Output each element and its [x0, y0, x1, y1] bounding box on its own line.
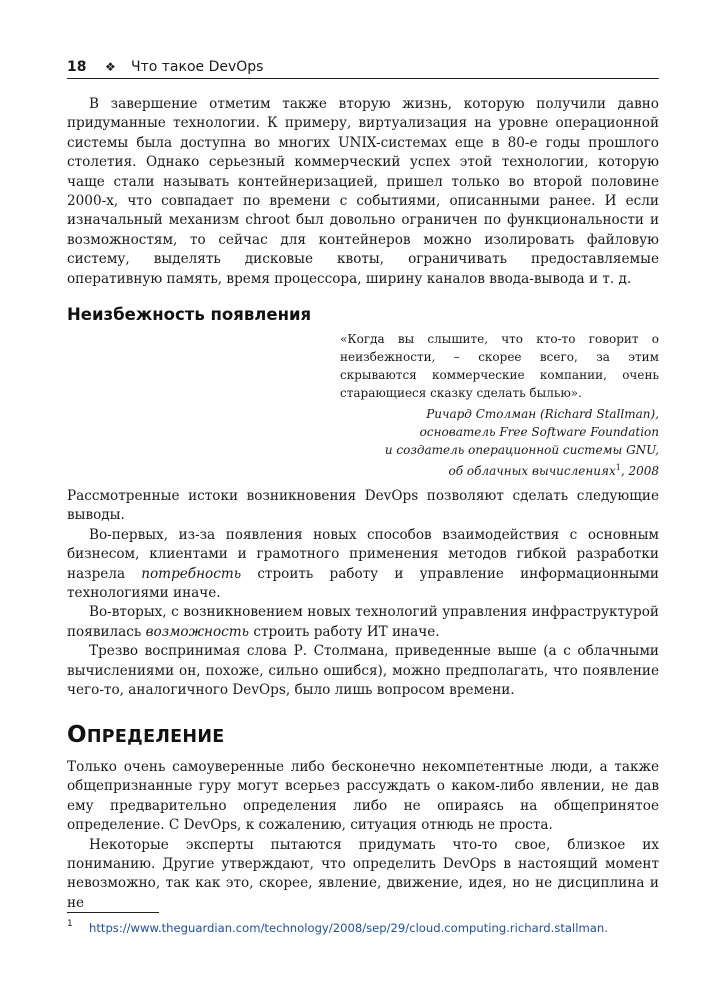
text-run: строить работу ИТ иначе.: [249, 623, 440, 640]
intro-paragraph: В завершение отметим также вторую жизнь, которую получили давно придуманные технологии. К примеру, виртуализация на уровне операционной системы была доступна во многих UNIX-системах еще в 80-е годы прошлого столетия. Однако серьезный коммерческий успех этой технологии, которую чаще стали называть контейнеризацией, пришел только во второй половине 2000-х, что совпадает по времени с событиями, описанными ранее. И если изначальный механизм chroot был довольно ограничен по функциональности и возможностям, то сейчас для контейнеров можно изолировать файловую систему, выделять дисковые квоты, ограничивать предоставляемые оперативную память, время процессора, ширину каналов ввода-вывода и т. д.: [67, 96, 659, 287]
text-run: Во-вторых, с возникновением новых технологий управления инфраструктурой появилась: [67, 604, 659, 640]
attribution-year: , 2008: [620, 464, 659, 478]
attribution-text: об облачных вычислениях: [448, 464, 616, 478]
chapter-title: Что такое DevOps: [131, 59, 264, 75]
footnote-link[interactable]: https://www.theguardian.com/technology/2008/sep/29/cloud.computing.richard.stallman.: [89, 921, 608, 935]
attribution-line: Ричард Столман (Richard Stallman),: [426, 407, 659, 421]
epigraph-text: «Когда вы слышите, что кто-то говорит о неизбежности, – скорее всего, за этим скрываются коммерческие компании, очень старающиеся сказку сделать былью».: [340, 332, 659, 400]
heading-initial: О: [67, 722, 87, 748]
text-run: строить работу и управление информационными технологиями иначе.: [67, 565, 659, 602]
epigraph-attribution: [340, 405, 659, 480]
epigraph-quote: [340, 330, 659, 402]
section-heading-definition: [67, 722, 225, 748]
heading-rest: ПРЕДЕЛЕНИЕ: [86, 727, 225, 747]
emphasis: возможность: [145, 623, 250, 640]
running-header: [67, 56, 659, 79]
footnote-reference[interactable]: 1: [615, 463, 621, 472]
footnote-number: 1: [67, 919, 73, 929]
section2-text: [67, 758, 659, 913]
paragraph: Только очень самоуверенные либо бесконечно некомпетентные люди, а также общепризнанные гуру могут всерьез рассуждать о каком-либо явлении, не дав ему предварительно определения либо не опираясь на общепринятое определение. С DevOps, к сожалению, ситуация отнюдь не проста.: [67, 759, 659, 834]
page-number: 18: [67, 59, 87, 75]
paragraph: [67, 526, 659, 604]
footnote-divider: [67, 912, 159, 913]
attribution-line: [340, 459, 659, 480]
paragraph: Некоторые эксперты пытаются придумать что-то свое, близкое их пониманию. Другие утверждают, что определить DevOps в настоящий момент невозможно, так как это, скорее, явление, движение, идея, но не дисциплина и не: [67, 836, 659, 911]
section1-text: [67, 487, 659, 700]
paragraph: Трезво воспринимая слова Р. Столмана, приведенные выше (а с облачными вычислениями он, похоже, сильно ошибся), можно предполагать, что появление чего-то, аналогичного DevOps, было лишь вопросом времени.: [67, 643, 659, 699]
section-heading-inevitability: Неизбежность появления: [67, 305, 312, 324]
paragraph: Рассмотренные истоки возникновения DevOps позволяют сделать следующие выводы.: [67, 488, 659, 524]
emphasis: потребность: [141, 565, 242, 582]
diamond-ornament-icon: ❖: [105, 60, 116, 74]
text-run: Во-первых, из-за появления новых способов взаимодействия с основным бизнесом, клиентами и грамотного применения методов гибкой разработки назрела: [67, 526, 659, 582]
paragraph: [67, 603, 659, 642]
intro-text: [67, 95, 659, 289]
attribution-line: и создатель операционной системы GNU,: [384, 443, 659, 457]
attribution-line: основатель Free Software Foundation: [419, 425, 659, 439]
